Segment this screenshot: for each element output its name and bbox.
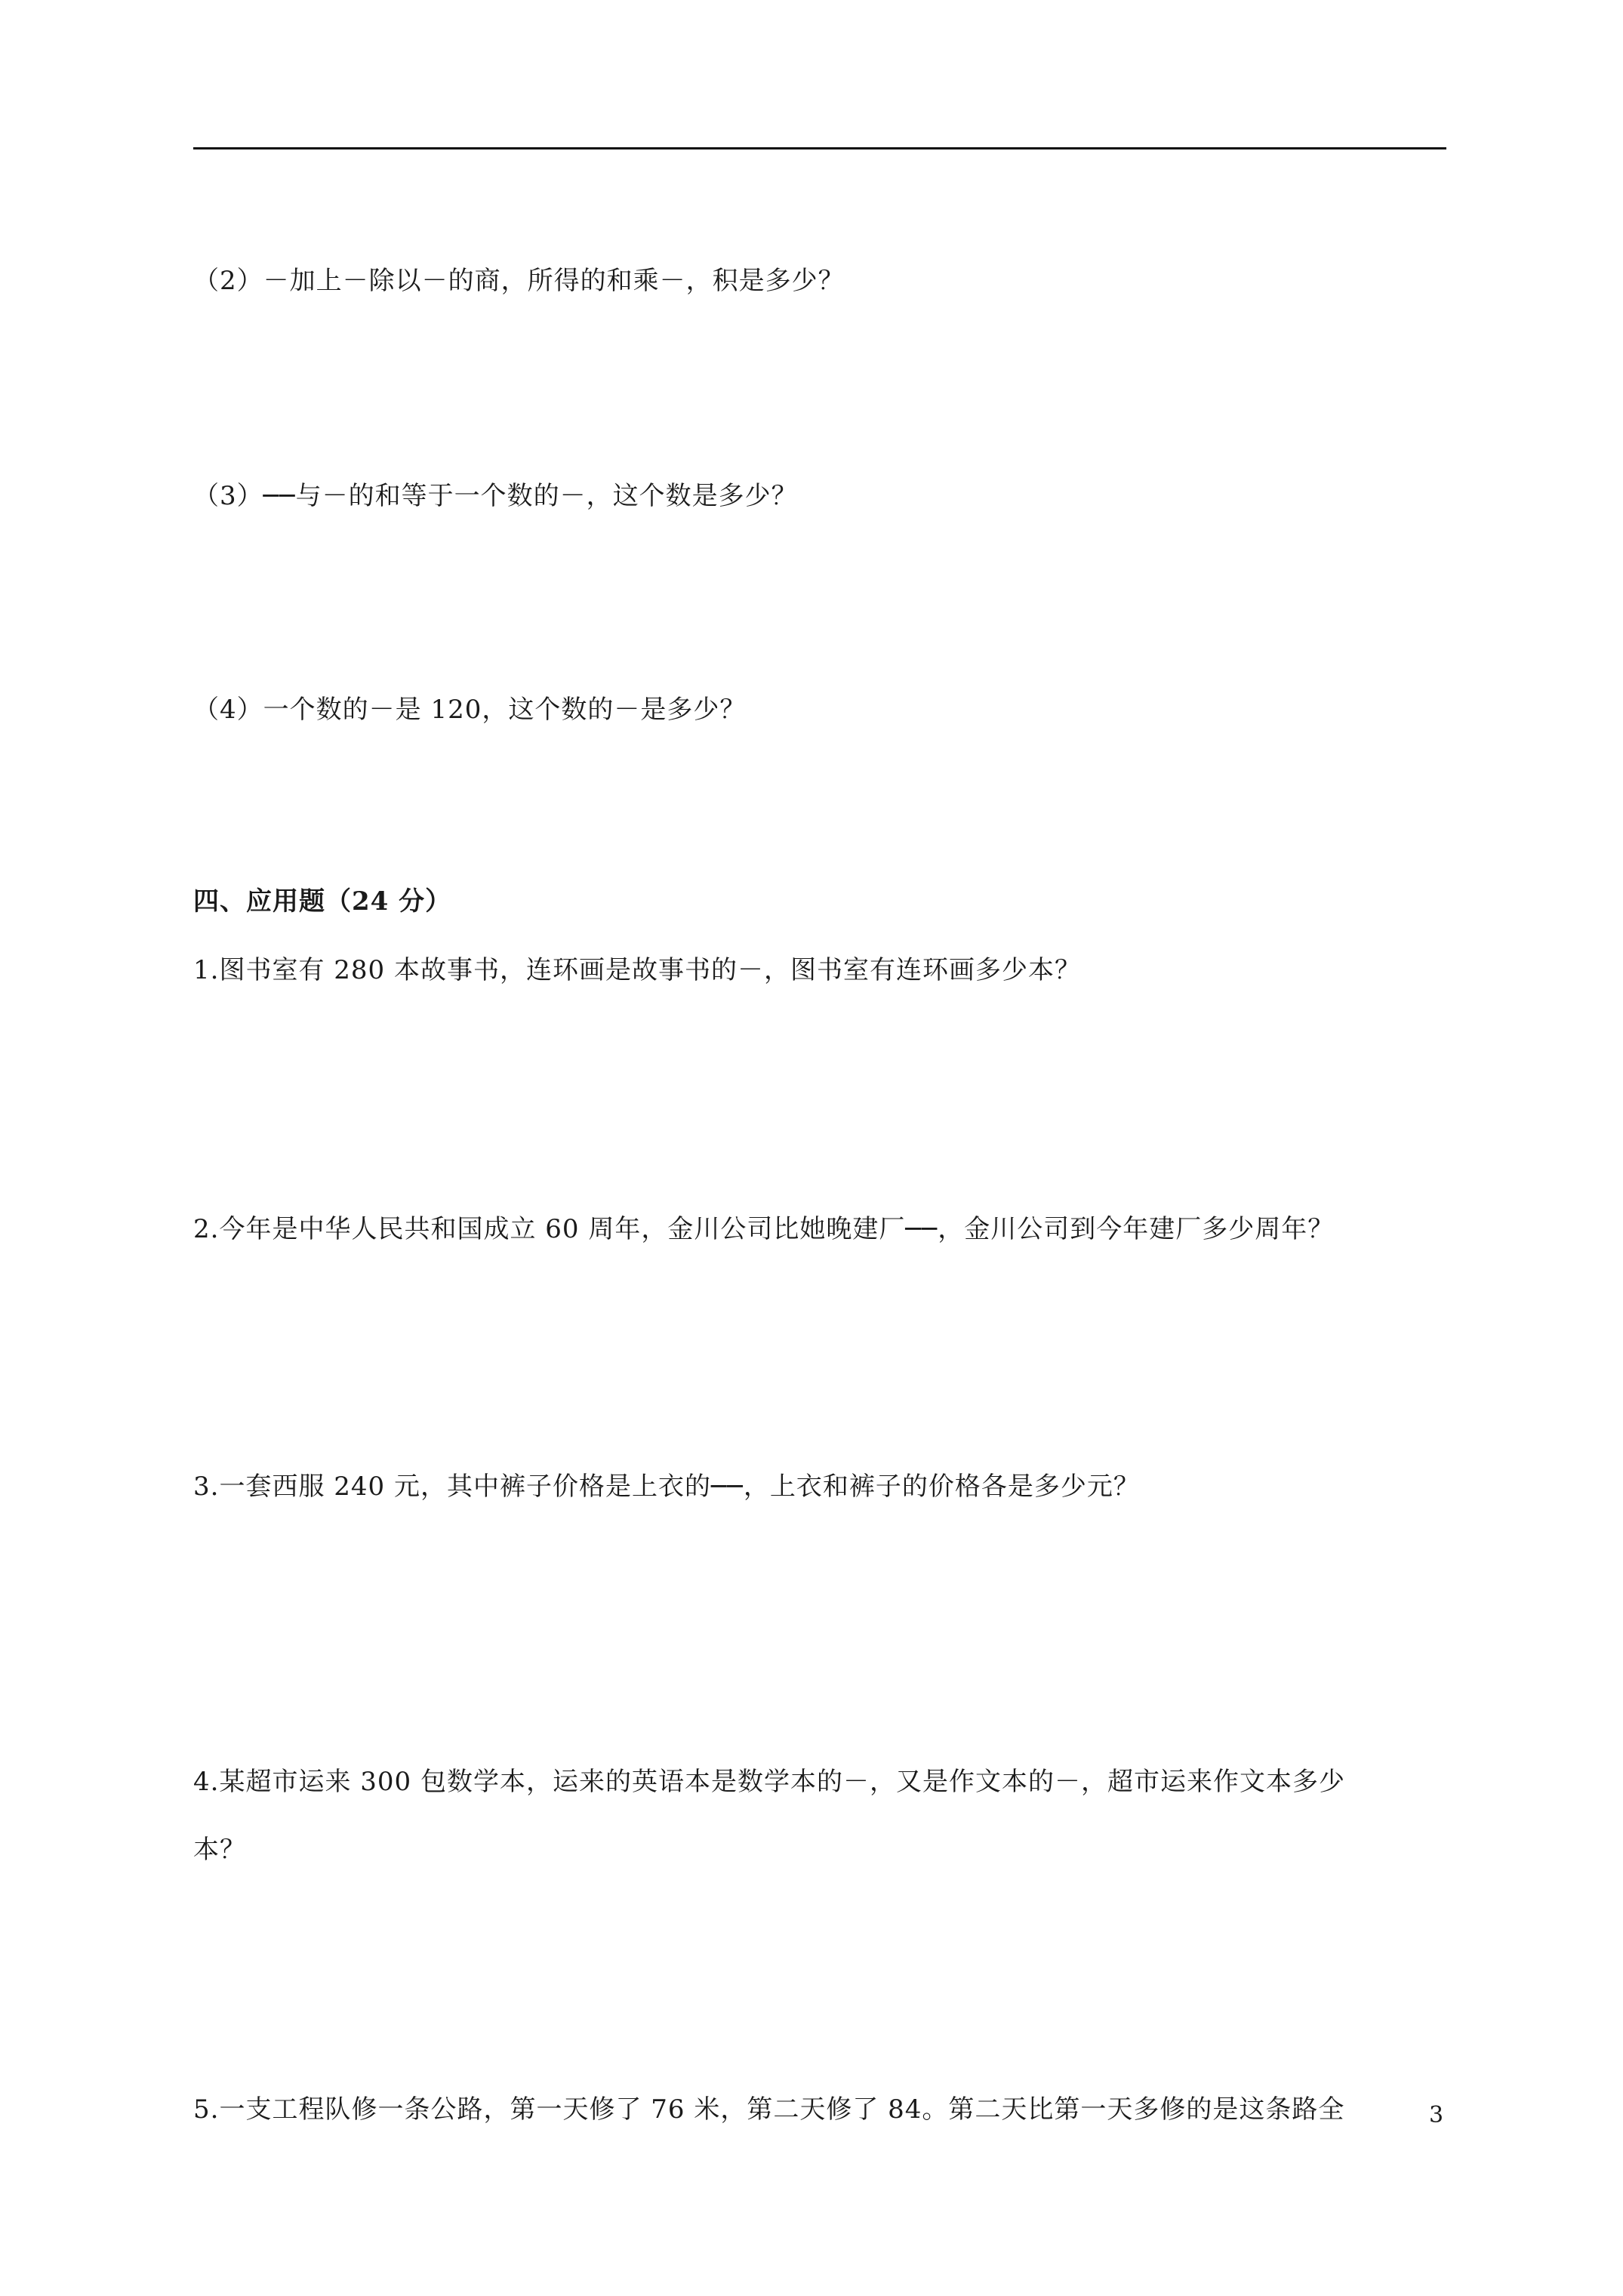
header-rule	[193, 147, 1446, 149]
word-problem-1: 1.图书室有 280 本故事书，连环画是故事书的－，图书室有连环画多少本？	[193, 955, 1081, 985]
calc-question-2: （2）－加上－除以－的商，所得的和乘－，积是多少？	[193, 266, 845, 296]
page-number: 3	[1429, 2102, 1444, 2128]
word-problem-5: 5.一支工程队修一条公路，第一天修了 76 米，第二天修了 84。第二天比第一天多修的是这条路全	[193, 2094, 1345, 2125]
word-problem-2: 2.今年是中华人民共和国成立 60 周年，金川公司比她晚建厂──，金川公司到今年建厂多少周年？	[193, 1214, 1335, 1244]
section-heading: 四、应用题（24 分）	[193, 886, 452, 917]
word-problem-4-continuation: 本？	[193, 1835, 246, 1865]
calc-question-3: （3）──与－的和等于一个数的－，这个数是多少？	[193, 481, 798, 511]
calc-question-4: （4）一个数的－是 120，这个数的－是多少？	[193, 695, 747, 725]
word-problem-3: 3.一套西服 240 元，其中裤子价格是上衣的──，上衣和裤子的价格各是多少元？	[193, 1472, 1140, 1502]
word-problem-4: 4.某超市运来 300 包数学本，运来的英语本是数学本的－，又是作文本的－，超市运来作文本多少	[193, 1767, 1345, 1797]
